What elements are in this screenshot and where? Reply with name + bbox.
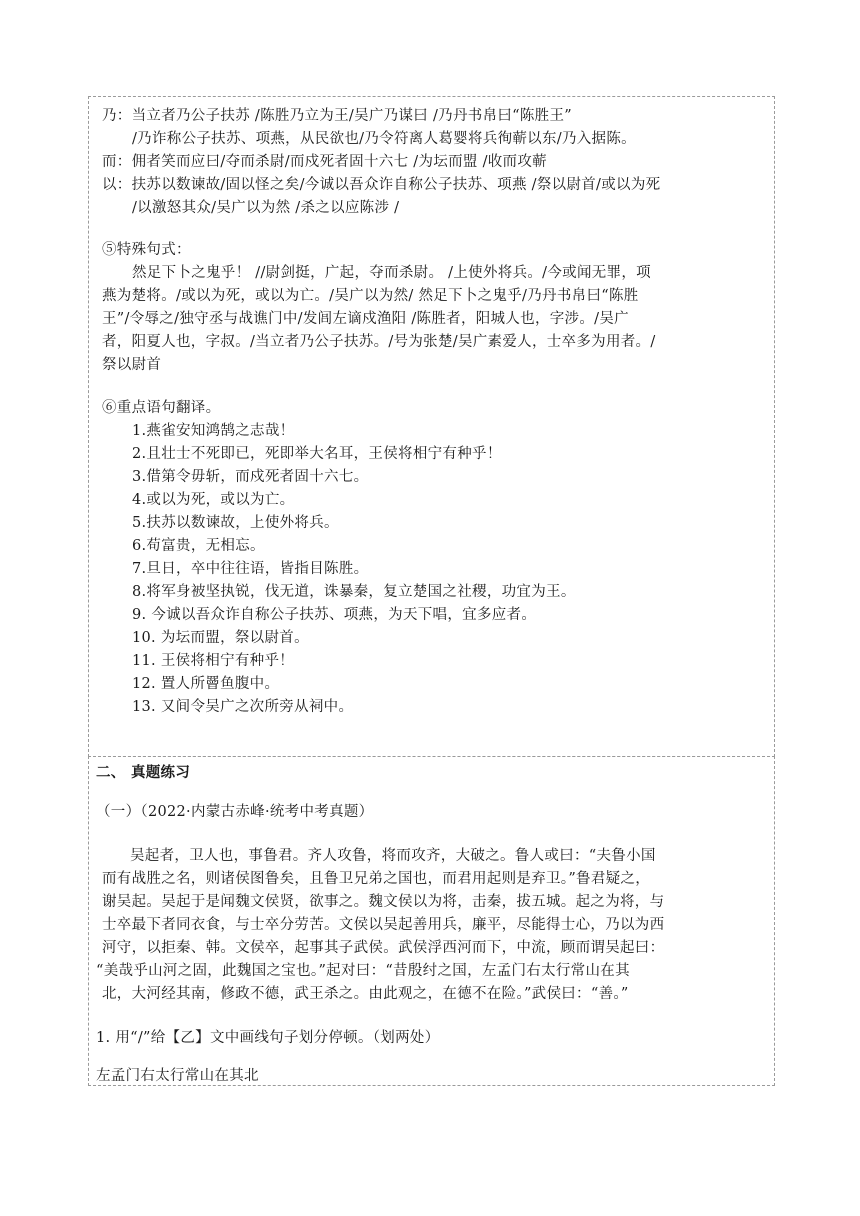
note-line-nai-1: 乃：当立者乃公子扶苏 /陈胜乃立为王/吴广乃谋曰 /乃丹书帛曰“陈胜王” xyxy=(102,108,572,124)
translation-item: 12. 置人所罾鱼腹中。 xyxy=(132,676,280,692)
passage-line: 而有战胜之名，则诸侯图鲁矣，且鲁卫兄弟之国也，而君用起则是弃卫。”鲁君疑之， xyxy=(102,871,651,887)
note-line-er: 而：佣者笑而应曰/夺而杀尉/而戍死者固十六七 /为坛而盟 /收而攻蕲 xyxy=(102,154,547,170)
translation-title: ⑥重点语句翻译。 xyxy=(102,400,221,416)
section-heading: 二、 真题练习 xyxy=(96,764,191,781)
special-sentence-line: 燕为楚将。/或以为死，或以为亡。/吴广以为然/ 然足下卜之鬼乎/乃丹书帛曰“陈胜 xyxy=(102,288,639,304)
translation-item: 3.借第令毋斩，而戍死者固十六七。 xyxy=(132,469,369,485)
question-source: （一）（2022·内蒙古赤峰·统考中考真题） xyxy=(96,804,374,820)
translation-item: 4.或以为死，或以为亡。 xyxy=(132,492,295,508)
translation-item: 13. 又间令吴广之次所旁从祠中。 xyxy=(132,699,354,715)
passage-line: 谢吴起。吴起于是闻魏文侯贤，欲事之。魏文侯以为将，击秦，拔五城。起之为将，与 xyxy=(102,894,665,910)
translation-item: 5.扶苏以数谏故，上使外将兵。 xyxy=(132,515,339,531)
translation-item: 11. 王侯将相宁有种乎！ xyxy=(132,653,295,669)
translation-item: 1.燕雀安知鸿鹄之志哉！ xyxy=(132,423,295,439)
translation-item: 9. 今诚以吾众诈自称公子扶苏、项燕，为天下唱，宜多应者。 xyxy=(132,607,537,623)
translation-item: 7.旦日，卒中往往语，皆指目陈胜。 xyxy=(132,561,369,577)
special-sentence-line: 者，阳夏人也，字叔。/当立者乃公子扶苏。/号为张楚/吴广素爱人，士卒多为用者。/ xyxy=(102,334,656,350)
note-line-nai-2: /乃诈称公子扶苏、项燕，从民欲也/乃令符离人葛婴将兵徇蕲以东/乃入据陈。 xyxy=(132,131,636,147)
special-sentence-line: 祭以尉首 xyxy=(102,357,162,373)
question-text: 1. 用“/”给【乙】文中画线句子划分停顿。（划两处） xyxy=(96,1030,440,1046)
translation-item: 6.苟富贵，无相忘。 xyxy=(132,538,265,554)
special-sentence-title: ⑤特殊句式： xyxy=(102,242,191,258)
passage-line: 河守，以拒秦、韩。文侯卒，起事其子武侯。武侯浮西河而下，中流，顾而谓吴起曰： xyxy=(102,940,665,956)
passage-line: 北，大河经其南，修政不德，武王杀之。由此观之，在德不在险。”武侯曰：“善。” xyxy=(102,986,629,1002)
note-line-yi-1: 以：扶苏以数谏故/固以怪之矣/今诚以吾众诈自称公子扶苏、项燕 /祭以尉首/或以为死 xyxy=(102,177,661,193)
special-sentence-line: 然足下卜之鬼乎！ //尉剑挺，广起，夺而杀尉。 /上使外将兵。/今或闻无罪，项 xyxy=(132,265,651,281)
answer-sentence: 左孟门右太行常山在其北 xyxy=(96,1068,259,1084)
translation-item: 2.且壮士不死即已，死即举大名耳，王侯将相宁有种乎！ xyxy=(132,446,502,462)
note-line-yi-2: /以激怒其众/吴广以为然 /杀之以应陈涉 / xyxy=(132,200,400,216)
special-sentence-line: 王”/令辱之/独守丞与战谯门中/发闾左谪戍渔阳 /陈胜者，阳城人也，字涉。/吴广 xyxy=(102,311,629,327)
translation-item: 8.将军身被坚执锐，伐无道，诛暴秦，复立楚国之社稷，功宜为王。 xyxy=(132,584,576,600)
passage-line: “美哉乎山河之固，此魏国之宝也。”起对曰：“昔殷纣之国，左孟门右太行常山在其 xyxy=(96,963,630,979)
passage-line: 吴起者，卫人也，事鲁君。齐人攻鲁，将而攻齐，大破之。鲁人或曰：“夫鲁小国 xyxy=(130,848,656,864)
passage-line: 士卒最下者同衣食，与士卒分劳苦。文侯以吴起善用兵，廉平，尽能得士心，乃以为西 xyxy=(102,917,665,933)
translation-item: 10. 为坛而盟，祭以尉首。 xyxy=(132,630,309,646)
